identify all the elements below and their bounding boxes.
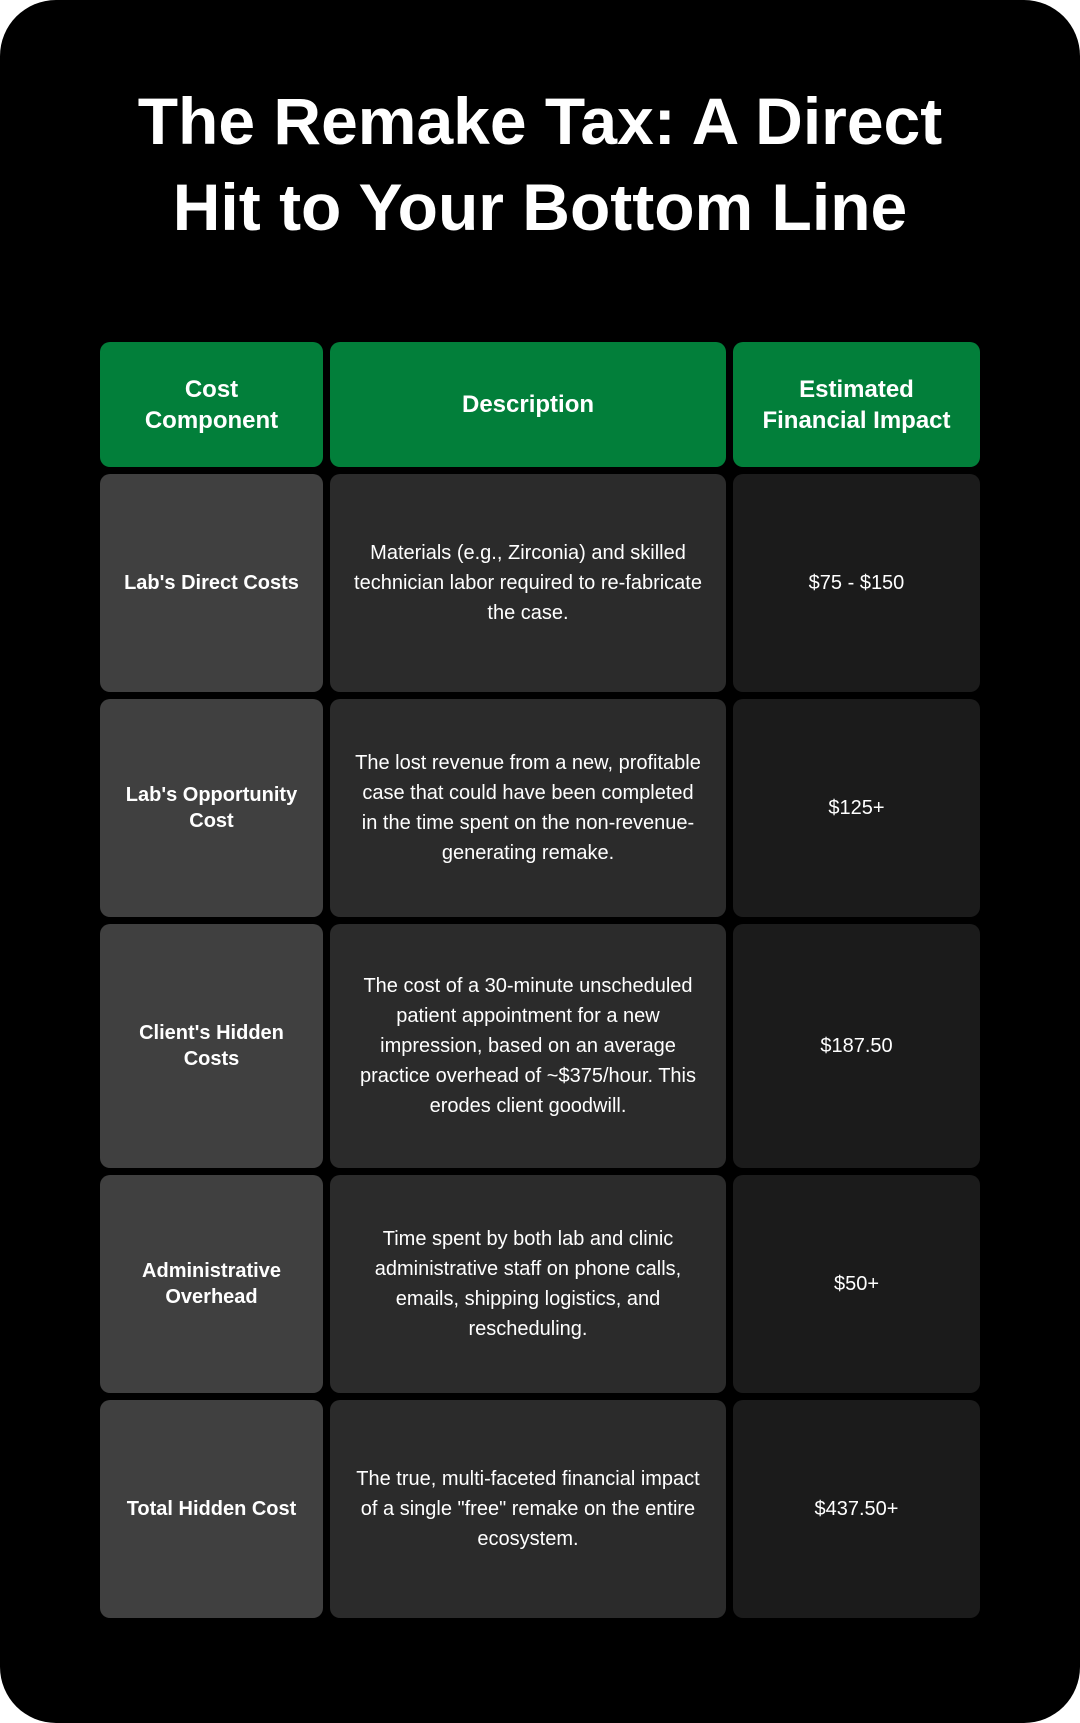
row-3-impact: $187.50 [733,924,980,1168]
row-5-impact: $437.50+ [733,1400,980,1618]
row-5-description: The true, multi-faceted financial impact of a single "free" remake on the entire ecosystem. [330,1400,726,1618]
header-estimated-impact: Estimated Financial Impact [733,342,980,467]
row-4-impact: $50+ [733,1175,980,1393]
header-description: Description [330,342,726,467]
row-1-component: Lab's Direct Costs [100,474,323,692]
row-3-component: Client's Hidden Costs [100,924,323,1168]
row-2-impact: $125+ [733,699,980,917]
row-2-description: The lost revenue from a new, profitable case that could have been completed in the time spent on the non-revenue-generating remake. [330,699,726,917]
row-2-component: Lab's Opportunity Cost [100,699,323,917]
header-cost-component: Cost Component [100,342,323,467]
row-1-impact: $75 - $150 [733,474,980,692]
row-1-description: Materials (e.g., Zirconia) and skilled technician labor required to re-fabricate the case. [330,474,726,692]
row-4-description: Time spent by both lab and clinic administrative staff on phone calls, emails, shipping logistics, and rescheduling. [330,1175,726,1393]
row-3-description: The cost of a 30-minute unscheduled patient appointment for a new impression, based on an average practice overhead of ~$375/hour. This erodes client goodwill. [330,924,726,1168]
cost-table [100,342,980,1618]
page-title: The Remake Tax: A Direct Hit to Your Bottom Line [137,84,943,244]
row-4-component: Administrative Overhead [100,1175,323,1393]
row-5-component: Total Hidden Cost [100,1400,323,1618]
